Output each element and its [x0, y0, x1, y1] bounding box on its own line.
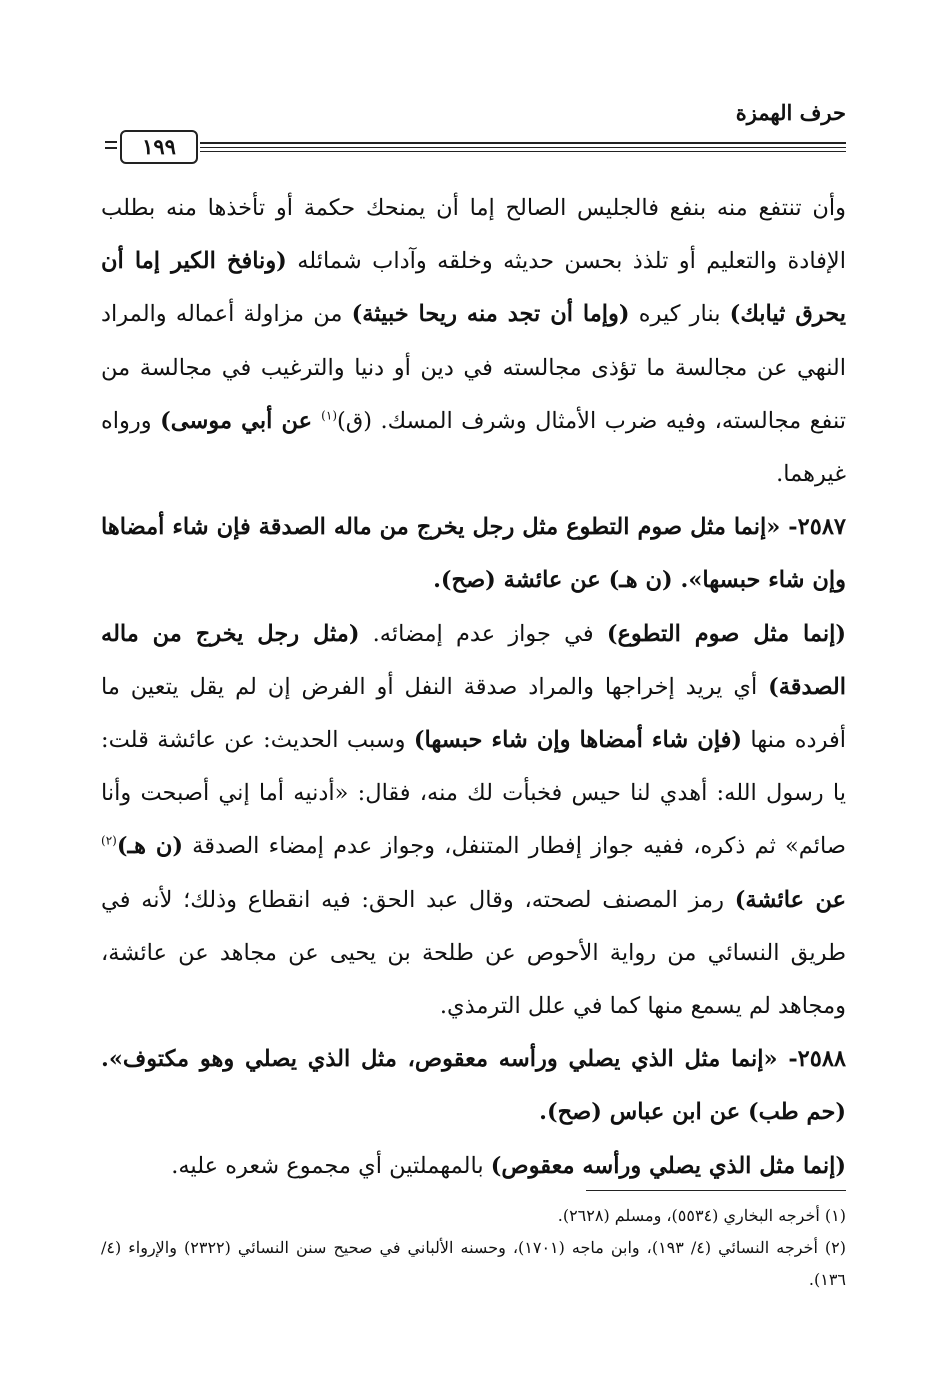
header-rule	[200, 142, 846, 152]
footnote-ref-2[interactable]: (٢)	[101, 833, 117, 848]
paragraph-commentary-2586: وأن تنتفع منه بنفع فالجليس الصالح إما أن يمنحك حكمة أو تأخذها منه بطلب الإفادة والتعليم أو تلذذ بحسن حديثه وخلقه وآداب شمائله (ونافخ الكير إما أن يحرق ثيابك) بنار كيره (وإما أن تجد منه ريحا خبيثة) من مزاولة أعماله والمراد النهي عن مجالسة ما تؤذى مجالسته في دين أو دنيا والترغيب في مجالسة من تنفع مجالسته، وفيه ضرب الأمثال وشرف المسك. (ق)$^{(١)}$ عن أبي موسى) ورواه غيرهما.	[101, 195, 847, 488]
hadith-2588: ٢٥٨٨- «إنما مثل الذي يصلي ورأسه معقوص، مثل الذي يصلي وهو مكتوف». (حم طب) عن ابن عباس (صح).	[101, 1046, 846, 1126]
footnote-ref-1[interactable]: (١)	[321, 408, 337, 423]
hadith-2587: ٢٥٨٧- «إنما مثل صوم التطوع مثل رجل يخرج من ماله الصدقة فإن شاء أمضاها وإن شاء حبسها». (ن هـ) عن عائشة (صح).	[101, 514, 846, 594]
paragraph-commentary-2587: (إنما مثل صوم التطوع) في جواز عدم إمضائه. (مثل رجل يخرج من ماله الصدقة) أي يريد إخراجها والمراد صدقة النفل أو الفرض إن لم يقل يتعين ما أفرده منها (فإن شاء أمضاها وإن شاء حبسها) وسبب الحديث: عن عائشة قلت: يا رسول الله: أهدي لنا حيس فخبأت لك منه، فقال: «أدنيه أما إني أصبحت وأنا صائم» ثم ذكره، ففيه جواز إفطار المتنفل، وجواز عدم إمضاء الصدقة (ن هـ)$^{(٢)}$ عن عائشة) رمز المصنف لصحته، وقال عبد الحق: فيه انقطاع وذلك؛ لأنه في طريق النسائي من رواية الأحوص عن طلحة بن يحيى عن مجاهد عن عائشة، ومجاهد لم يسمع منها كما في علل الترمذي.	[101, 620, 846, 1020]
footnote-2: (٢) أخرجه النسائي (٤/ ١٩٣)، وابن ماجه (١٧٠١)، وحسنه الألباني في صحيح سنن النسائي (٢٣٢٢) والإرواء (٤/ ١٣٦).	[101, 1238, 847, 1289]
footnote-separator	[586, 1190, 846, 1191]
paragraph-commentary-2588: (إنما مثل الذي يصلي ورأسه معقوص) بالمهملتين أي مجموع شعره عليه.	[171, 1152, 846, 1179]
main-text	[101, 182, 846, 1193]
footnote-1: (١) أخرجه البخاري (٥٥٣٤)، ومسلم (٢٦٢٨).	[557, 1206, 846, 1225]
footnotes	[101, 1200, 846, 1296]
page-number: ١٩٩	[120, 130, 198, 164]
page-number-ornament	[105, 138, 115, 152]
running-title: حرف الهمزة	[735, 100, 846, 125]
